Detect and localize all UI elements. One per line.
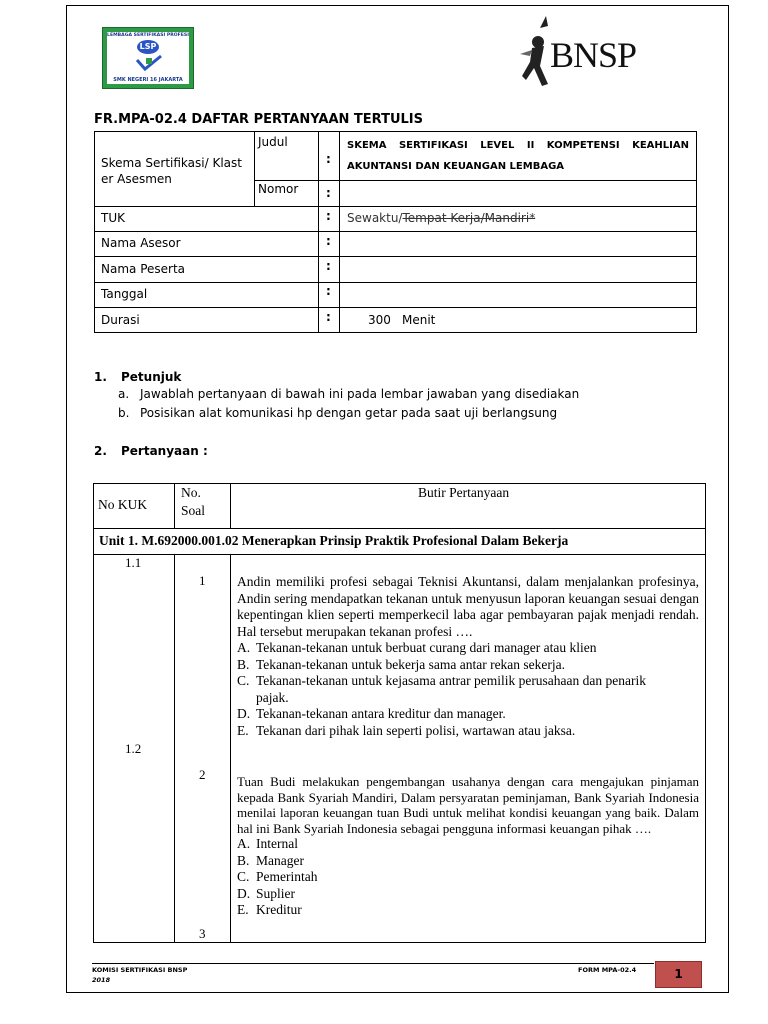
- question-2-option-b: B. Manager: [237, 852, 304, 868]
- info-table-divider: [254, 131, 255, 206]
- pertanyaan-title: Pertanyaan :: [121, 444, 208, 458]
- tuk-label: TUK: [101, 211, 125, 225]
- lsp-logo: [102, 27, 194, 89]
- soal-number: 2: [199, 767, 206, 782]
- question-1-text: Andin memiliki profesi sebagai Teknisi Akuntansi, dalam menjalankan profesinya, Andin sering mendapatkan tekanan untuk menyusun laporan keuangan sesuai dengan kepentingan klien seperti memperkecil laba agar pembayaran pajak menjadi rendah. Hal tersebut merupakan tekanan profesi ….: [237, 574, 699, 639]
- pertanyaan-number: 2.: [94, 444, 107, 458]
- skema-label: Skema Sertifikasi/ Klast er Asesmen: [101, 156, 242, 186]
- info-table-divider: [254, 180, 697, 181]
- footer-form-code: FORM MPA-02.4: [578, 966, 637, 974]
- tuk-value: Sewaktu/Tempat Kerja/Mandiri*: [347, 211, 536, 225]
- info-table-divider: [94, 256, 697, 257]
- question-2-text: Tuan Budi melakukan pengembangan usahanya dengan cara mengajukan pinjaman kepada Bank Syariah Mandiri, Dalam persyaratan peminjaman, Bank Syariah Indonesia menilai laporan keuangan tuan Budi untuk melihat kondisi keuangan yang baik. Dalam hal ini Bank Syariah Indonesia sebagai pengguna informasi keuangan pihak ….: [237, 774, 699, 836]
- durasi-unit: Menit: [402, 313, 436, 327]
- question-1-option-a: A. Tekanan-tekanan untuk berbuat curang dari manager atau klien: [237, 640, 597, 655]
- petunjuk-item-text: Posisikan alat komunikasi hp dengan getar pada saat uji berlangsung: [140, 406, 558, 420]
- question-2: [237, 774, 699, 919]
- info-table-divider: [318, 131, 319, 333]
- info-table-divider: [339, 131, 340, 333]
- question-table-divider: [93, 554, 706, 555]
- colon: :: [326, 310, 331, 324]
- colon: :: [326, 186, 331, 200]
- peserta-label: Nama Peserta: [101, 262, 186, 276]
- footer-year: 2018: [92, 976, 111, 984]
- durasi-label: Durasi: [101, 313, 140, 327]
- petunjuk-number: 1.: [94, 370, 107, 384]
- col-header-soal-line2: Soal: [181, 503, 206, 518]
- colon: :: [326, 209, 331, 223]
- asesor-label: Nama Asesor: [101, 236, 181, 250]
- petunjuk-item-letter: a.: [118, 387, 130, 401]
- checkmark-icon: [135, 54, 163, 72]
- info-table-divider: [94, 206, 697, 207]
- info-table-divider: [94, 231, 697, 232]
- question-1-option-c: C. Tekanan-tekanan untuk kejasama antrar pemilik perusahaan dan penarik pajak.: [237, 673, 647, 705]
- petunjuk-item-letter: b.: [118, 406, 130, 420]
- form-title: FR.MPA-02.4 DAFTAR PERTANYAAN TERTULIS: [94, 112, 423, 127]
- soal-number: 3: [199, 926, 206, 941]
- skema-value-line1: SKEMA SERTIFIKASI LEVEL II KOMPETENSI KEAHLIAN: [347, 140, 689, 151]
- info-table-divider: [94, 282, 697, 283]
- question-table-divider: [174, 554, 175, 943]
- info-table-divider: [94, 307, 697, 308]
- nomor-label: Nomor: [258, 182, 299, 196]
- footer-rule: [92, 963, 654, 964]
- petunjuk-item-text: Jawablah pertanyaan di bawah ini pada lembar jawaban yang disediakan: [140, 387, 580, 401]
- petunjuk-title: Petunjuk: [121, 370, 182, 384]
- question-table-divider: [174, 483, 175, 529]
- skema-value: [347, 135, 689, 177]
- question-table-divider: [93, 528, 706, 529]
- question-1-option-d: D. Tekanan-tekanan antara kreditur dan manager.: [237, 706, 506, 721]
- skema-value-line2: AKUNTANSI DAN KEUANGAN LEMBAGA: [347, 161, 565, 172]
- colon: :: [326, 284, 331, 298]
- kuk-number: 1.1: [125, 555, 142, 570]
- durasi-value: 300: [368, 313, 391, 327]
- col-header-kuk: No KUK: [98, 497, 148, 512]
- unit-title: Unit 1. M.692000.001.02 Menerapkan Prinsip Praktik Profesional Dalam Bekerja: [99, 533, 569, 548]
- question-table-divider: [230, 554, 231, 943]
- question-1-option-e: E. Tekanan dari pihak lain seperti polisi, wartawan atau jaksa.: [237, 722, 576, 738]
- judul-label: Judul: [258, 135, 288, 149]
- question-2-option-d: D. Suplier: [237, 885, 295, 901]
- bnsp-logo: [518, 14, 637, 90]
- col-header-soal-line1: No.: [181, 485, 201, 500]
- col-header-butir: Butir Pertanyaan: [418, 485, 510, 500]
- soal-number: 1: [199, 573, 206, 588]
- footer-org: KOMISI SERTIFIKASI BNSP: [92, 966, 188, 974]
- question-2-option-e: E. Kreditur: [237, 902, 302, 917]
- colon: :: [326, 259, 331, 273]
- kuk-number: 1.2: [125, 741, 142, 756]
- question-1-option-b: B. Tekanan-tekanan untuk bekerja sama antar rekan sekerja.: [237, 656, 566, 672]
- page-number: 1: [655, 961, 702, 988]
- question-1: [237, 574, 699, 739]
- lsp-logo-bottom-text: SMK NEGERI 16 JAKARTA: [113, 77, 183, 83]
- question-2-option-c: C. Pemerintah: [237, 869, 318, 884]
- lsp-mark: LSP: [137, 40, 159, 54]
- lsp-logo-top-text: LEMBAGA SERTIFIKASI PROFESI: [107, 33, 189, 38]
- bnsp-logo-text: BNSP: [550, 35, 637, 75]
- question-table-divider: [230, 483, 231, 529]
- question-2-option-a: A. Internal: [237, 836, 298, 851]
- tanggal-label: Tanggal: [101, 287, 148, 301]
- colon: :: [326, 234, 331, 248]
- colon: :: [326, 152, 331, 166]
